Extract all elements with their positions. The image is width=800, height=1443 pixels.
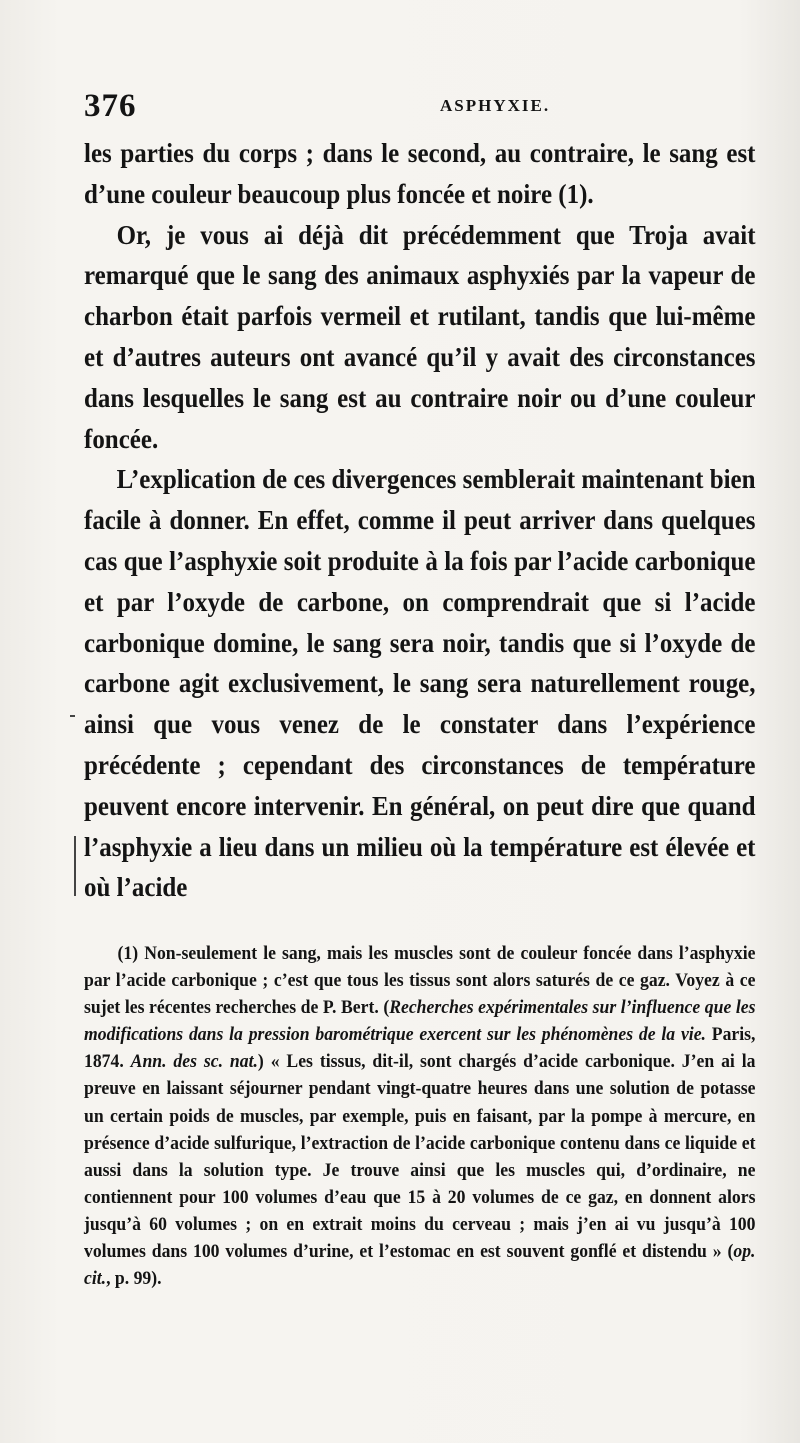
footnote-paragraph (84, 940, 755, 1292)
footnote (84, 940, 755, 1292)
footnote-text: Paris, 1874. (84, 1024, 756, 1073)
footnote-italic: Recherches expérimentales sur l’influence que les modifications dans la pression barométrique exercent sur les phénomènes de la vie. (84, 997, 756, 1046)
paragraph: Or, je vous ai déjà dit précédemment que Troja avait remarqué que le sang des animaux asphyxiés par la vapeur de charbon était parfois vermeil et rutilant, tandis que lui-même et d’autres auteurs ont avancé qu’il y avait des circonstances dans lesquelles le sang est au contraire noir ou d’une couleur foncée. (84, 218, 756, 454)
margin-mark (74, 836, 76, 896)
footnote-italic: op. cit. (84, 1241, 756, 1290)
page-header (84, 88, 780, 128)
footnote-italic: Ann. des sc. nat. (130, 1051, 258, 1073)
footnote-text: ) « Les tissus, dit-il, sont chargés d’acide carbonique. J’en ai la preuve en laissant séjourner pendant vingt-quatre heures dans une solution de potasse un certain poids de muscles, par exemple, puis en faisant, par la pompe à mercure, en présence d’acide sulfurique, l’extraction de l’acide carbonique contenu dans ce liquide et aussi dans la solution type. Je trouve ainsi que les muscles qui, d’ordinaire, ne contiennent pour 100 volumes d’eau que 15 à 20 volumes de ce gaz, en donnent alors jusqu’à 60 volumes ; on en extrait moins du cerveau ; mais j’en ai vu jusqu’à 100 volumes dans 100 volumes d’urine, et l’estomac en est souvent gonflé et distendu » ( (84, 1051, 756, 1263)
footnote-text: , p. 99). (106, 1268, 162, 1290)
page-number: 376 (84, 88, 137, 124)
margin-mark (70, 715, 75, 717)
main-text (84, 133, 756, 908)
footnote-text: (1) Non-seulement le sang, mais les muscles sont de couleur foncée dans l’asphyxie par l’acide carbonique ; c’est que tous les tissus sont alors saturés de ce gaz. Voyez à ce sujet les récentes recherches de P. Bert. ( (84, 943, 756, 1019)
paragraph: L’explication de ces divergences semblerait maintenant bien facile à donner. En effet, comme il peut arriver dans quelques cas que l’asphyxie soit produite à la fois par l’acide carbonique et par l’oxyde de carbone, on comprendrait que si l’acide carbonique domine, le sang sera noir, tandis que si l’oxyde de carbone agit exclusivement, le sang sera naturellement rouge, ainsi que vous venez de le constater dans l’expérience précédente ; cependant des circonstances de température peuvent encore intervenir. En général, on peut dire que quand l’asphyxie a lieu dans un milieu où la température est élevée et où l’acide (84, 463, 756, 903)
running-title: ASPHYXIE. (440, 96, 551, 115)
paragraph: les parties du corps ; dans le second, au contraire, le sang est d’une couleur beaucoup plus foncée et noire (1). (84, 137, 756, 209)
